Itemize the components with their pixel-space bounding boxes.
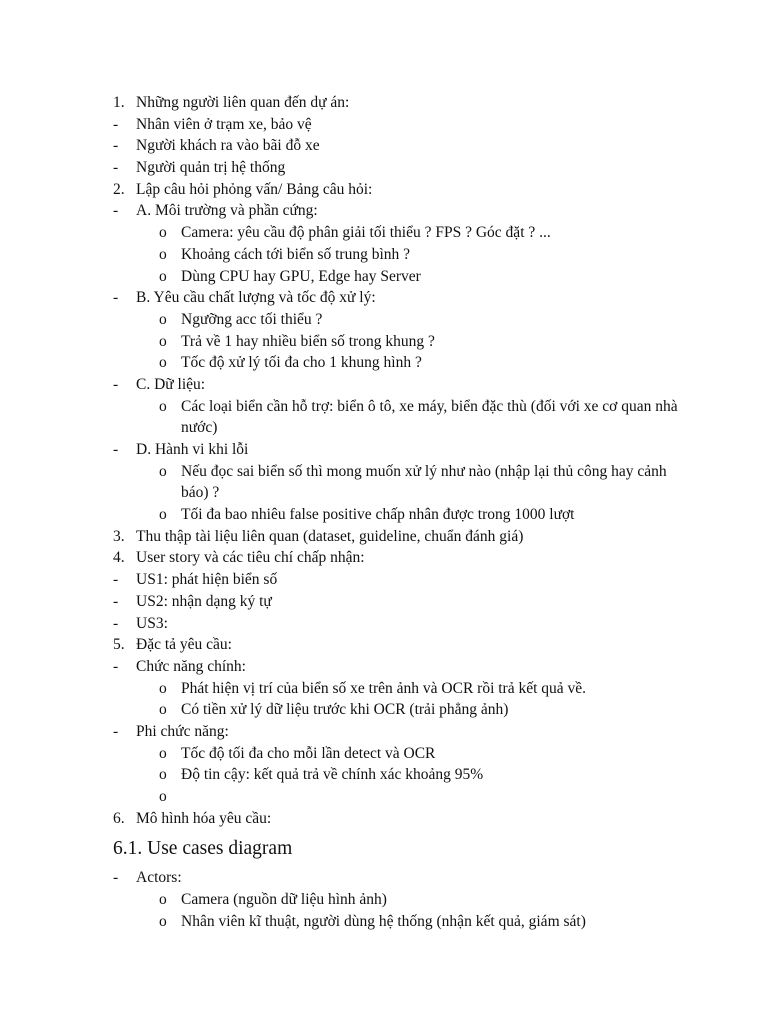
list-number: 6.	[113, 809, 125, 827]
list-item	[0, 114, 768, 136]
sub-item-text: Camera (nguồn dữ liệu hình ảnh)	[181, 891, 387, 909]
dash-marker: -	[113, 592, 119, 610]
bullet-marker: o	[159, 310, 167, 328]
section-title: User story và các tiêu chí chấp nhận:	[136, 549, 365, 567]
dash-marker: -	[113, 137, 119, 155]
bullet-marker: o	[159, 766, 167, 784]
bullet-marker: o	[159, 224, 167, 242]
bullet-marker: o	[159, 891, 167, 909]
list-item	[0, 157, 768, 179]
group-b-title	[0, 287, 768, 309]
sub-list-item	[0, 743, 768, 765]
list-item-text: US2: nhận dạng ký tự	[136, 592, 272, 610]
dash-marker: -	[113, 614, 119, 632]
section-title: Lập câu hỏi phỏng vấn/ Bảng câu hỏi:	[136, 180, 373, 198]
bullet-marker: o	[159, 506, 167, 524]
sub-item-text: Phát hiện vị trí của biển số xe trên ảnh và OCR rồi trả kết quả về.	[181, 679, 587, 697]
dash-marker: -	[113, 202, 119, 220]
sub-list-item	[0, 396, 768, 439]
group-a-title	[0, 200, 768, 222]
bullet-marker: o	[159, 912, 167, 930]
section-title: Mô hình hóa yêu cầu:	[136, 809, 272, 827]
sub-list-item	[0, 266, 768, 288]
sub-list-item	[0, 222, 768, 244]
group-title: Actors:	[136, 869, 182, 887]
list-item-text: Người quản trị hệ thống	[136, 159, 286, 177]
bullet-marker: o	[159, 267, 167, 285]
sub-list-item	[0, 461, 768, 504]
sub-item-text: Dùng CPU hay GPU, Edge hay Server	[181, 267, 421, 285]
sub-list-item	[0, 309, 768, 331]
bullet-marker: o	[159, 701, 167, 719]
sub-list-item	[0, 911, 768, 933]
section-title: Thu thập tài liệu liên quan (dataset, guideline, chuẩn đánh giá)	[136, 527, 524, 545]
list-item	[0, 569, 768, 591]
nonfunctional-title	[0, 721, 768, 743]
group-title: Phi chức năng:	[136, 722, 229, 740]
sub-item-text: Nếu đọc sai biển số thì mong muốn xử lý như nào (nhập lại thủ công hay cảnh báo) ?	[181, 462, 667, 502]
dash-marker: -	[113, 441, 119, 459]
sub-list-item	[0, 504, 768, 526]
sub-item-text: Tốc độ tối đa cho mỗi lần detect và OCR	[181, 744, 436, 762]
list-number: 5.	[113, 636, 125, 654]
sub-item-text: Tốc độ xử lý tối đa cho 1 khung hình ?	[181, 354, 422, 372]
bullet-marker: o	[159, 397, 167, 415]
section-4-heading	[0, 547, 768, 569]
section-2-heading	[0, 179, 768, 201]
section-title: Những người liên quan đến dự án:	[136, 94, 350, 111]
dash-marker: -	[113, 869, 119, 887]
sub-item-text: Camera: yêu cầu độ phân giải tối thiểu ? FPS ? Góc đặt ? ...	[181, 224, 551, 242]
section-5-heading	[0, 634, 768, 656]
functional-title	[0, 656, 768, 678]
sub-list-item	[0, 244, 768, 266]
document-body	[0, 92, 768, 932]
bullet-marker: o	[159, 245, 167, 263]
sub-item-text: Độ tin cậy: kết quả trả về chính xác khoảng 95%	[181, 766, 484, 784]
group-d-title	[0, 439, 768, 461]
list-item-text: US1: phát hiện biển số	[136, 571, 278, 589]
list-item	[0, 613, 768, 635]
group-title: Chức năng chính:	[136, 657, 246, 675]
subheading-text: 6.1. Use cases diagram	[113, 838, 293, 860]
list-item	[0, 591, 768, 613]
sub-list-item	[0, 678, 768, 700]
sub-item-text: Trả về 1 hay nhiều biển số trong khung ?	[181, 332, 435, 350]
group-title: A. Môi trường và phần cứng:	[136, 202, 318, 220]
dash-marker: -	[113, 571, 119, 589]
bullet-marker: o	[159, 744, 167, 762]
section-1-heading	[0, 92, 768, 114]
section-title: Đặc tả yêu cầu:	[136, 636, 232, 654]
group-title: B. Yêu cầu chất lượng và tốc độ xử lý:	[136, 289, 376, 307]
dash-marker: -	[113, 115, 119, 133]
section-3-heading	[0, 526, 768, 548]
bullet-marker: o	[159, 462, 167, 480]
sub-item-text: Khoảng cách tới biển số trung bình ?	[181, 245, 411, 263]
group-title: D. Hành vi khi lỗi	[136, 441, 249, 459]
dash-marker: -	[113, 375, 119, 393]
list-number: 3.	[113, 527, 125, 545]
sub-list-item	[0, 699, 768, 721]
sub-list-item	[0, 889, 768, 911]
dash-marker: -	[113, 722, 119, 740]
group-c-title	[0, 374, 768, 396]
list-item-text: Người khách ra vào bãi đỗ xe	[136, 137, 320, 155]
bullet-marker: o	[159, 679, 167, 697]
dash-marker: -	[113, 289, 119, 307]
sub-list-item	[0, 764, 768, 786]
dash-marker: -	[113, 159, 119, 177]
list-item	[0, 135, 768, 157]
sub-item-text: Có tiền xử lý dữ liệu trước khi OCR (trải phẳng ảnh)	[181, 701, 509, 719]
bullet-marker: o	[159, 354, 167, 372]
sub-list-item	[0, 331, 768, 353]
sub-item-text: Nhân viên kĩ thuật, người dùng hệ thống (nhận kết quả, giám sát)	[181, 912, 586, 930]
list-number: 1.	[113, 94, 125, 111]
list-number: 2.	[113, 180, 125, 198]
sub-list-item-empty	[0, 786, 768, 808]
sub-list-item	[0, 352, 768, 374]
sub-item-text: Các loại biển cần hỗ trợ: biển ô tô, xe máy, biển đặc thù (đối với xe cơ quan nhà nước)	[181, 397, 678, 437]
bullet-marker: o	[159, 788, 167, 806]
group-title: C. Dữ liệu:	[136, 375, 206, 393]
list-item-text: Nhân viên ở trạm xe, bảo vệ	[136, 115, 312, 133]
sub-item-text: Ngưỡng acc tối thiểu ?	[181, 310, 323, 328]
list-item-text: US3:	[136, 614, 168, 632]
list-number: 4.	[113, 549, 125, 567]
sub-item-text: Tối đa bao nhiêu false positive chấp nhân được trong 1000 lượt	[181, 506, 575, 524]
subheading-use-cases	[0, 831, 768, 867]
dash-marker: -	[113, 657, 119, 675]
actors-title	[0, 867, 768, 889]
section-6-heading	[0, 808, 768, 830]
bullet-marker: o	[159, 332, 167, 350]
